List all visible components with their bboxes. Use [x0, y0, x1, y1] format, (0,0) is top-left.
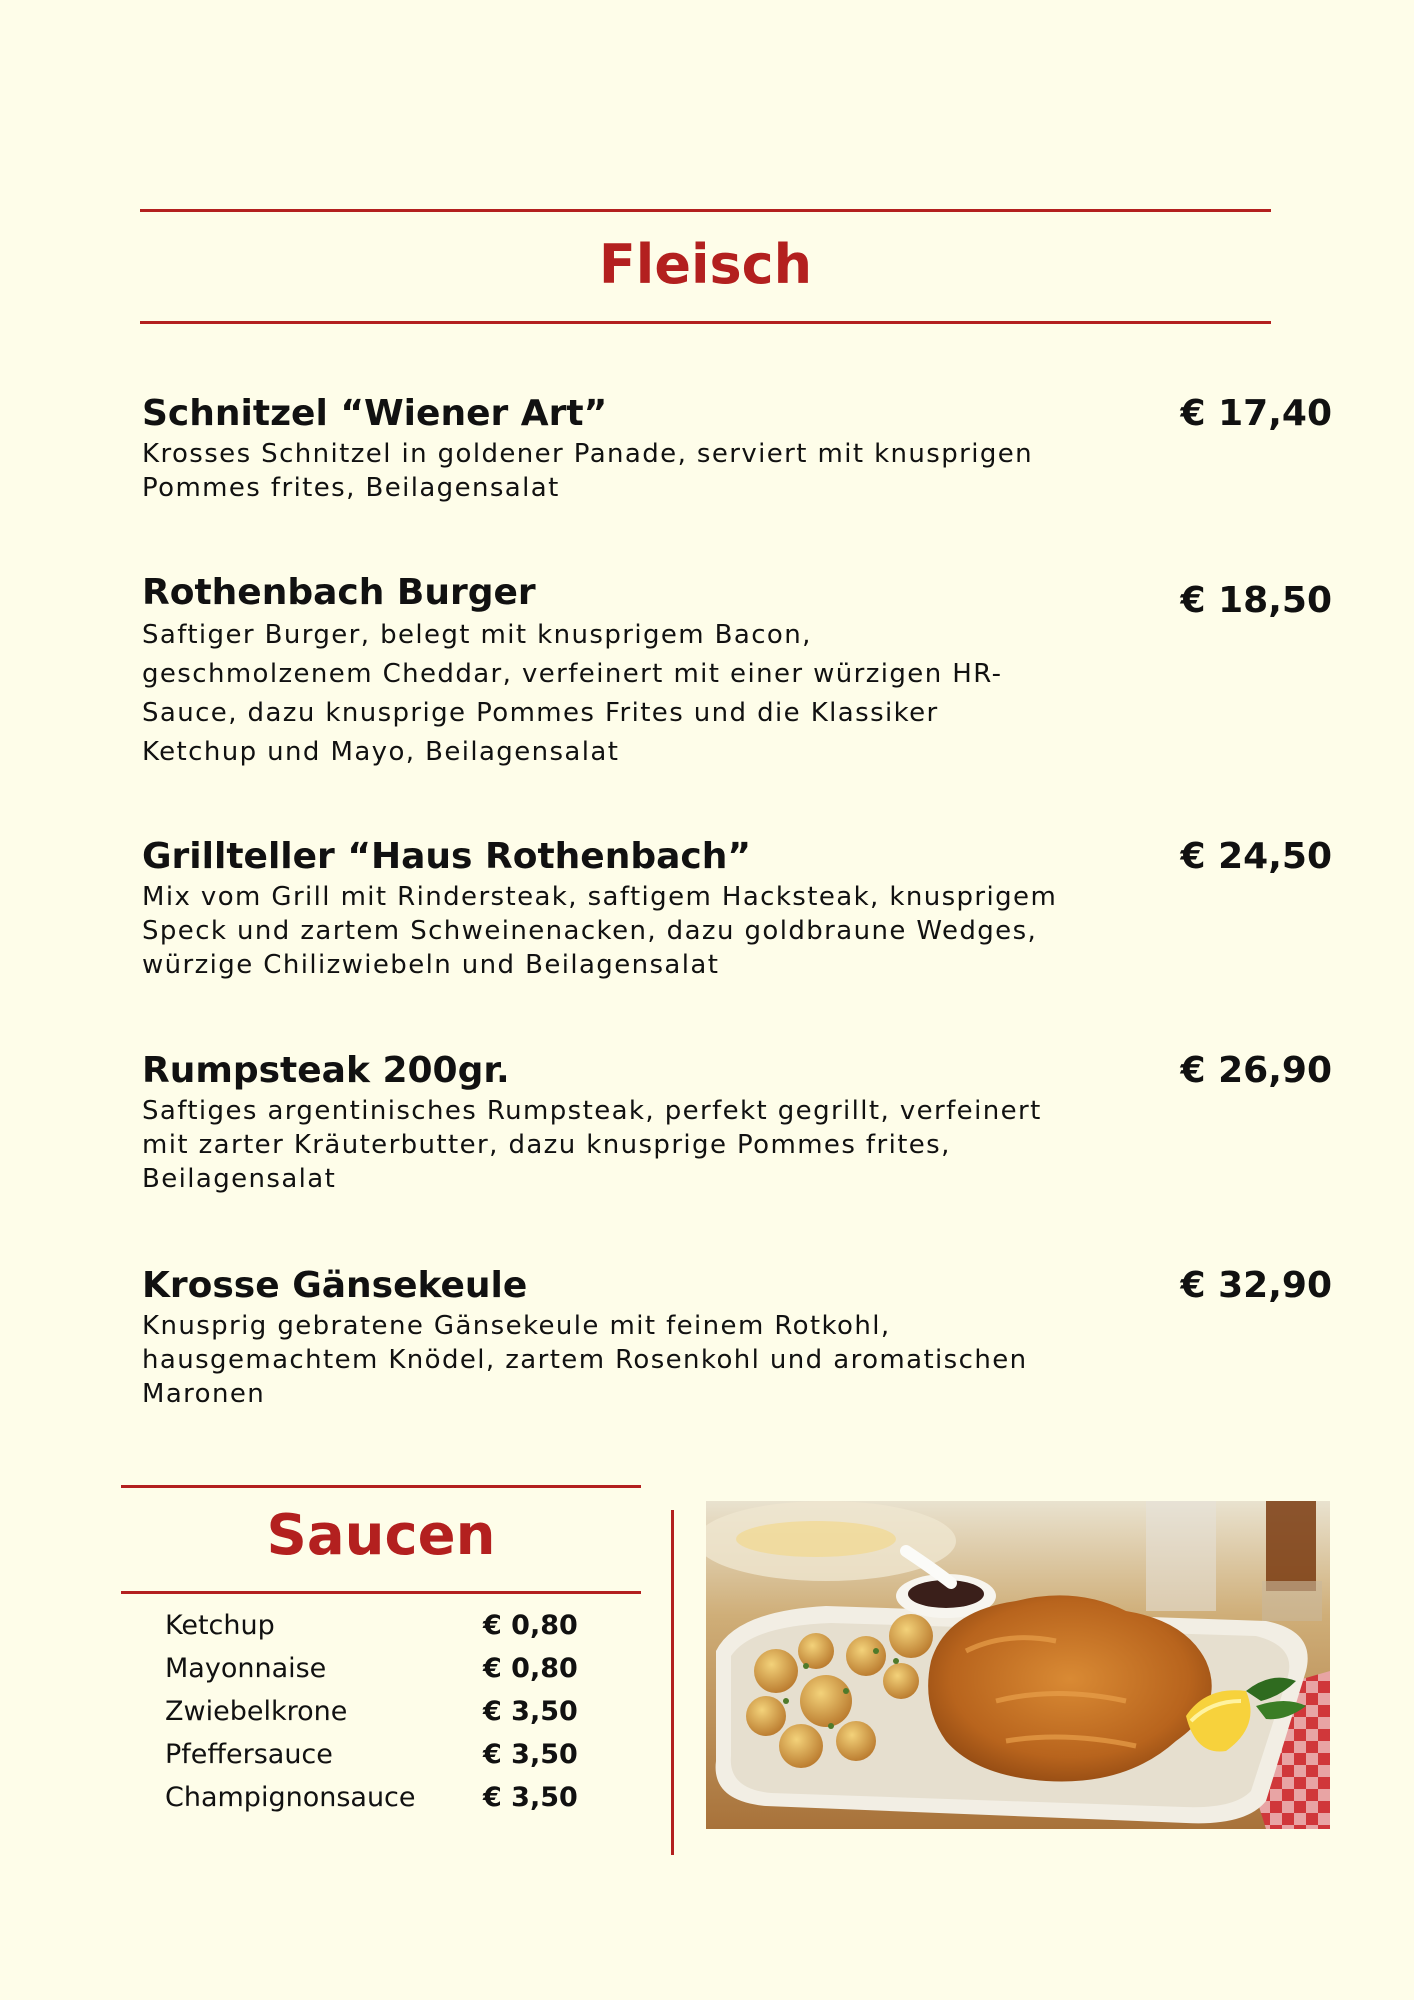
description-line: würzige Chilizwiebeln und Beilagensalat	[142, 950, 720, 980]
sauce-row	[165, 1776, 585, 1819]
menu-item-rumpsteak	[142, 1050, 1332, 1196]
menu-item-description	[142, 616, 1142, 772]
description-line: Pommes frites, Beilagensalat	[142, 473, 560, 503]
description-line: Saftiges argentinisches Rumpsteak, perfekt gegrillt, verfeinert	[142, 1096, 1042, 1126]
menu-item-price: € 32,90	[1180, 1265, 1332, 1306]
sauce-name: Zwiebelkrone	[165, 1696, 348, 1727]
sauce-price: € 3,50	[483, 1739, 578, 1770]
description-line: Mix vom Grill mit Rindersteak, saftigem Hacksteak, knusprigem	[142, 882, 1058, 912]
menu-item-price: € 24,50	[1180, 836, 1332, 877]
fleisch-title: Fleisch	[598, 233, 813, 296]
sauce-name: Champignonsauce	[165, 1782, 416, 1813]
vertical-divider	[671, 1510, 674, 1855]
sauce-row	[165, 1604, 585, 1647]
fleisch-top-rule	[140, 209, 1271, 212]
menu-item-price: € 26,90	[1180, 1050, 1332, 1091]
menu-item-price: € 18,50	[1180, 580, 1332, 621]
description-line: Maronen	[142, 1379, 266, 1409]
description-line: mit zarter Kräuterbutter, dazu knusprige Pommes frites,	[142, 1130, 951, 1160]
menu-item-name: Schnitzel “Wiener Art”	[142, 393, 608, 434]
menu-item-name: Grillteller “Haus Rothenbach”	[142, 836, 752, 877]
menu-item-name: Rothenbach Burger	[142, 572, 536, 613]
menu-item-description	[142, 1094, 1142, 1196]
sauce-name: Pfeffersauce	[165, 1739, 333, 1770]
menu-item-description	[142, 1309, 1142, 1411]
description-line: Krosses Schnitzel in goldener Panade, serviert mit knusprigen	[142, 439, 1034, 469]
menu-item-burger	[142, 572, 1332, 772]
description-line: Beilagensalat	[142, 1164, 337, 1194]
description-line: Speck und zartem Schweinenacken, dazu goldbraune Wedges,	[142, 916, 1038, 946]
menu-item-description	[142, 880, 1142, 982]
saucen-bottom-rule	[121, 1591, 641, 1594]
sauce-list	[165, 1604, 585, 1819]
description-line: Ketchup und Mayo, Beilagensalat	[142, 737, 620, 767]
sauce-price: € 0,80	[483, 1653, 578, 1684]
description-line: Saftiger Burger, belegt mit knusprigem Bacon,	[142, 620, 812, 650]
sauce-name: Ketchup	[165, 1610, 275, 1641]
sauce-row	[165, 1647, 585, 1690]
sauce-price: € 3,50	[483, 1782, 578, 1813]
fleisch-bottom-rule	[140, 321, 1271, 324]
sauce-row	[165, 1690, 585, 1733]
description-line: Knusprig gebratene Gänsekeule mit feinem Rotkohl,	[142, 1311, 891, 1341]
food-photo	[706, 1501, 1330, 1829]
sauce-price: € 0,80	[483, 1610, 578, 1641]
menu-item-description	[142, 437, 1142, 505]
saucen-top-rule	[121, 1485, 641, 1488]
sauce-name: Mayonnaise	[165, 1653, 327, 1684]
menu-item-price: € 17,40	[1180, 393, 1332, 434]
sauce-price: € 3,50	[483, 1696, 578, 1727]
description-line: geschmolzenem Cheddar, verfeinert mit einer würzigen HR-	[142, 659, 1003, 689]
sauce-row	[165, 1733, 585, 1776]
description-line: Sauce, dazu knusprige Pommes Frites und die Klassiker	[142, 698, 939, 728]
menu-item-gaensekeule	[142, 1265, 1332, 1411]
description-line: hausgemachtem Knödel, zartem Rosenkohl und aromatischen	[142, 1345, 1028, 1375]
menu-item-name: Krosse Gänsekeule	[142, 1265, 528, 1306]
schnitzel-photo-illustration	[706, 1501, 1330, 1829]
menu-item-name: Rumpsteak 200gr.	[142, 1050, 510, 1091]
saucen-title: Saucen	[266, 1503, 496, 1568]
menu-item-grillteller	[142, 836, 1332, 982]
menu-item-schnitzel	[142, 393, 1332, 505]
